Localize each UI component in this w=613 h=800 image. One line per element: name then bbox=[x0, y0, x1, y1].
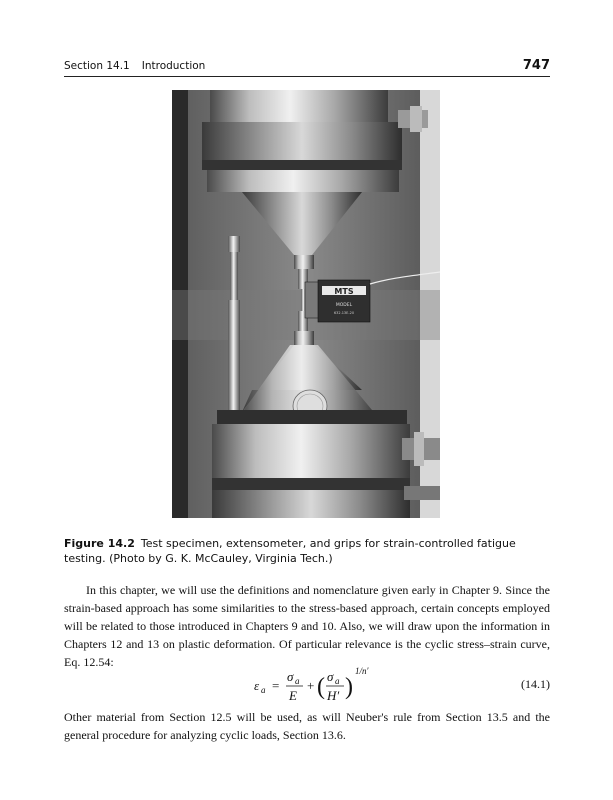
section-label bbox=[64, 60, 205, 72]
eq-exponent: 1/n′ bbox=[355, 666, 369, 676]
equation-14-1 bbox=[64, 663, 550, 707]
eq-sigma-2: σ bbox=[327, 669, 334, 684]
extensometer-brand: MTS bbox=[334, 287, 354, 296]
body-paragraph-2: Other material from Section 12.5 will be used, as will Neuber's rule from Section 13.5 and the general procedure for analyzing cyclic loads, Section 13.6. bbox=[64, 710, 550, 742]
figure-label: Figure 14.2 bbox=[64, 537, 135, 550]
equation-formula bbox=[251, 663, 381, 707]
extensometer-model-number: 632.13E-20 bbox=[333, 311, 355, 315]
figure-caption-text: Test specimen, extensometer, and grips for strain-controlled fatigue testing. (Photo by G. K. McCauley, Virginia Tech.) bbox=[64, 537, 516, 565]
section-title: Introduction bbox=[141, 60, 206, 72]
eq-sigma-1-sub: a bbox=[295, 676, 300, 686]
eq-plus: + bbox=[307, 678, 315, 693]
eq-epsilon-sub: a bbox=[261, 685, 266, 695]
figure-caption bbox=[64, 536, 550, 566]
eq-lparen: ( bbox=[317, 674, 325, 700]
eq-equals: = bbox=[272, 678, 280, 693]
equation-number: (14.1) bbox=[521, 677, 550, 691]
eq-E: E bbox=[289, 688, 297, 703]
eq-H-prime: H′ bbox=[327, 688, 340, 703]
eq-rparen: ) bbox=[345, 674, 353, 700]
body-paragraph-1: In this chapter, we will use the definitions and nomenclature given early in Chapter 9. Since the strain-based approach has some similarities to the stress-based approach, certain concepts employed will be related to those introduced in Chapters 9 and 10. Also, we will draw upon the information in Chapters 12 and 13 on plastic deformation. Of particular relevance is the cyclic stress–strain curve, Eq. 12.54: bbox=[64, 583, 550, 669]
running-header bbox=[64, 58, 550, 77]
figure-photo bbox=[172, 90, 440, 518]
eq-epsilon: ε bbox=[254, 678, 260, 693]
page-number: 747 bbox=[522, 58, 550, 73]
eq-sigma-2-sub: a bbox=[335, 676, 340, 686]
eq-sigma-1: σ bbox=[287, 669, 294, 684]
extensometer-model-label: MODEL bbox=[335, 303, 353, 308]
section-number: Section 14.1 bbox=[64, 60, 130, 72]
fatigue-test-machine-illustration bbox=[172, 90, 440, 518]
